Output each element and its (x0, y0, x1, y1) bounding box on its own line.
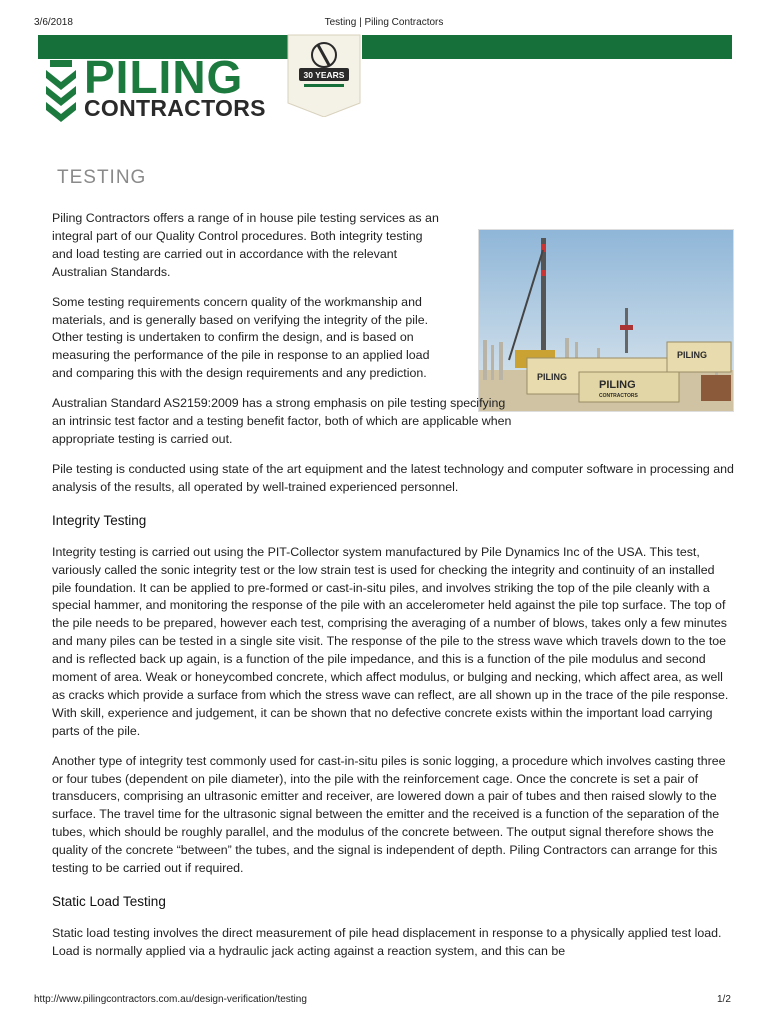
chevron-logo-icon (44, 58, 80, 130)
print-url[interactable]: http://www.pilingcontractors.com.au/design-verification/testing (34, 994, 307, 1005)
intro-paragraph: Piling Contractors offers a range of in house pile testing services as an integral part of our Quality Control procedures. Both integrity testing and load testing are carried out in accordance with the relevant Australian Standards. (52, 211, 439, 279)
main-content (52, 210, 734, 973)
company-logo[interactable] (44, 51, 266, 130)
section-paragraph: Another type of integrity test commonly used for cast-in-situ piles is sonic logging, a procedure which involves casting three or four tubes (dependent on pile diameter), into the pile with the reinforcement cage. Once the concrete is set a pair of transducers, comprising an ultrasonic emitter and receiver, are lowered down a pair of tubes and then raised slowly to the surface. The travel time for the ultrasonic signal between the emitter and the received is a function of the separation of the tubes, which should be roughly parallel, and the modulus of the concrete between. The output signal therefore shows the quality of the concrete “between” the tubes, and the signal is independent of depth. Piling Contractors can arrange for this testing to be carried out if required. (52, 753, 726, 876)
section-paragraph: Static load testing involves the direct measurement of pile head displacement in response to a physically applied test load. Load is normally applied via a hydraulic jack acting against a reaction system, and this can be (52, 926, 722, 958)
print-page-title: Testing | Piling Contractors (324, 17, 444, 28)
sign-text-1: PILING (537, 372, 568, 382)
header-bar-right (362, 35, 732, 59)
print-date: 3/6/2018 (34, 17, 73, 28)
logo-word-piling: PILING (84, 51, 244, 103)
sign-text-3: PILING (599, 379, 636, 391)
intro-paragraph: Australian Standard AS2159:2009 has a strong emphasis on pile testing specifying an intrinsic test factor and a testing benefit factor, both of which are applicable when appropriate testing is carried out. (52, 396, 512, 446)
sign-subtext: CONTRACTORS (599, 393, 638, 399)
page-title: TESTING (57, 167, 147, 188)
section-heading-integrity: Integrity Testing (52, 512, 147, 528)
logo-word-contractors: CONTRACTORS (84, 95, 266, 121)
page-number: 1/2 (717, 994, 731, 1005)
intro-paragraph: Pile testing is conducted using state of the art equipment and the latest technology and computer software in processing and analysis of the results, all operated by well-trained experienced personnel. (52, 461, 734, 494)
section-paragraph: Integrity testing is carried out using the PIT-Collector system manufactured by Pile Dynamics Inc of the USA. This test, variously called the sonic integrity test or the low strain test is used for checking the integrity and continuity of an installed pile foundation. It can be applied to pre-formed or cast-in-situ piles, and involves striking the top of the pile cleanly with a special hammer, and monitoring the response of the pile with an accelerometer held against the pile top surface. The top of the pile needs to be prepared, however each test, comprising the averaging of a number of blows, takes only a few minutes and many piles can be tested in a single site visit. The response of the pile to the stress wave which travels down to the toe and is reflected back up again, is a function of the pile impedance, and this is a function of the pile modulus and second moment of area. Weak or honeycombed concrete, which affect modulus, or bulging and necking, which affect area, as well as cracks which provide a surface from which the stress wave can reflect, are all shown up in the trace of the pile response. With skill, experience and judgement, it can be shown that no defective concrete exists within the important load carrying parts of the pile. (52, 544, 729, 738)
intro-paragraph: Some testing requirements concern quality of the workmanship and materials, and is generally based on verifying the integrity of the pile. Other testing is undertaken to confirm the design, and is based on measuring the performance of the pile in response to an applied load and comparing this with the design requirements and any prediction. (52, 294, 430, 381)
anniversary-badge (285, 33, 363, 117)
sign-text-2: PILING (677, 350, 708, 360)
section-heading-static-load: Static Load Testing (52, 894, 166, 909)
badge-text: 30 YEARS (303, 70, 345, 80)
